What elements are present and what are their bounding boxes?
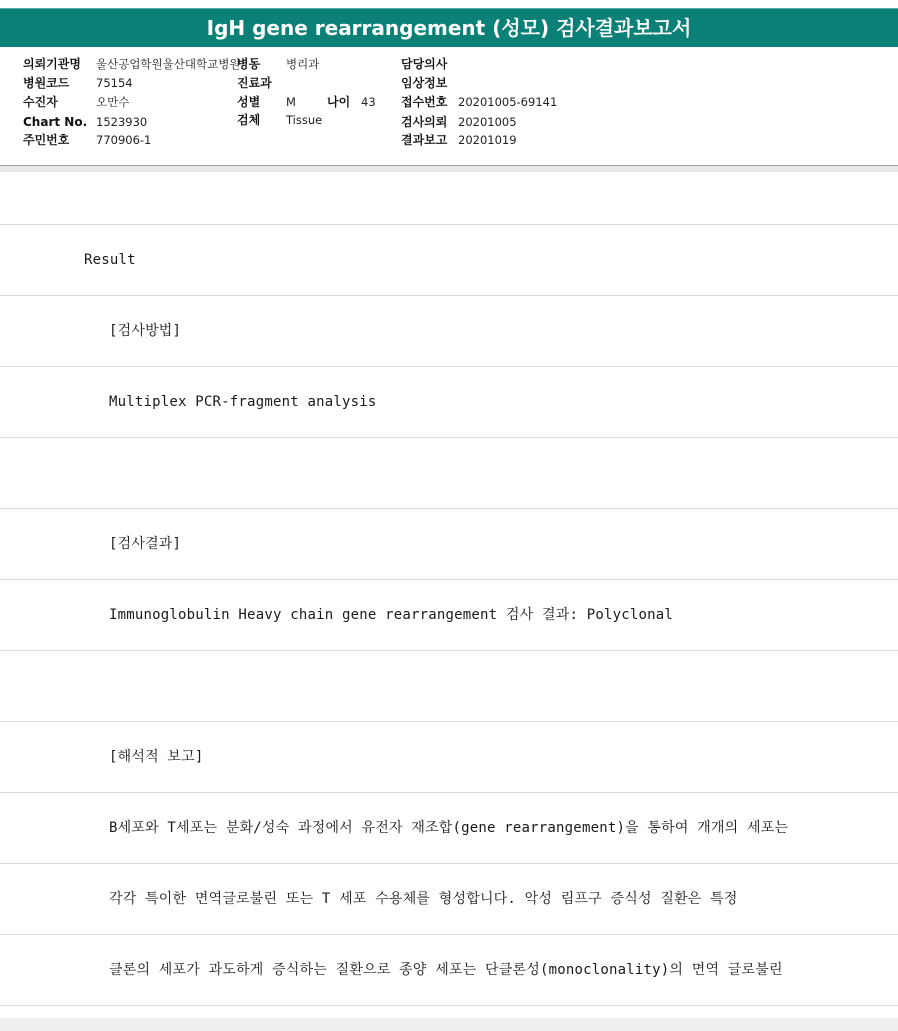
interpretation-text: 각각 특이한 면역글로불린 또는 T 세포 수용체를 형성합니다. 악성 림프구 증식성 질환은 특정 [109,891,738,907]
report-line [0,580,898,651]
doctor-label: 담당의사 [401,57,448,71]
patient-value: 오만수 [96,95,130,109]
interpretation-text: B세포와 T세포는 분화/성숙 과정에서 유전자 재조합(gene rearrangement)을 통하여 개개의 세포는 [109,820,789,836]
report-line [0,935,898,1006]
specimen-value: Tissue [286,113,323,127]
request-date-label: 검사의뢰 [401,115,448,129]
result-section-heading: [검사결과] [109,536,182,552]
interpretation-text: 클론의 세포가 과도하게 증식하는 질환으로 종양 세포는 단클론성(monoclonality)의 면역 글로불린 [109,962,783,978]
ward-value: 병리과 [286,57,320,71]
sex-label: 성별 [237,95,261,109]
report-date-value: 20201019 [458,133,517,147]
interpretation-heading: [해석적 보고] [109,749,204,765]
report-line [0,438,898,509]
institution-label: 의뢰기관명 [23,57,81,71]
report-line [0,367,898,438]
report-line [0,172,898,225]
report-line [0,722,898,793]
page-bottom-area [0,1018,898,1031]
department-label: 진료과 [237,76,272,90]
chart-no-value: 1523930 [96,115,148,129]
report-title: IgH gene rearrangement (성모) 검사결과보고서 [0,8,898,48]
age-value: 43 [361,95,376,109]
report-date-label: 결과보고 [401,133,448,147]
reception-no-label: 접수번호 [401,95,448,109]
report-line [0,864,898,935]
result-text: Immunoglobulin Heavy chain gene rearrangement 검사 결과: Polyclonal [109,607,673,623]
hospital-code-label: 병원코드 [23,76,70,90]
age-label: 나이 [327,95,351,109]
clinical-info-label: 임상정보 [401,76,448,90]
ward-label: 병동 [237,57,261,71]
method-text: Multiplex PCR-fragment analysis [109,394,377,410]
specimen-label: 검체 [237,113,261,127]
report-line [0,793,898,864]
sex-value: M [286,95,296,109]
method-heading: [검사방법] [109,323,182,339]
chart-no-label: Chart No. [23,115,88,129]
report-line [0,509,898,580]
report-line [0,225,898,296]
institution-value: 울산공업학원울산대학교병원 [96,57,241,71]
report-line [0,296,898,367]
request-date-value: 20201005 [458,115,517,129]
result-heading: Result [84,252,136,268]
reception-no-value: 20201005-69141 [458,95,558,109]
resident-no-label: 주민번호 [23,133,70,147]
resident-no-value: 770906-1 [96,133,152,147]
patient-info-header [0,47,898,166]
hospital-code-value: 75154 [96,76,133,90]
report-body [0,172,898,1006]
report-line [0,651,898,722]
patient-label: 수진자 [23,95,58,109]
